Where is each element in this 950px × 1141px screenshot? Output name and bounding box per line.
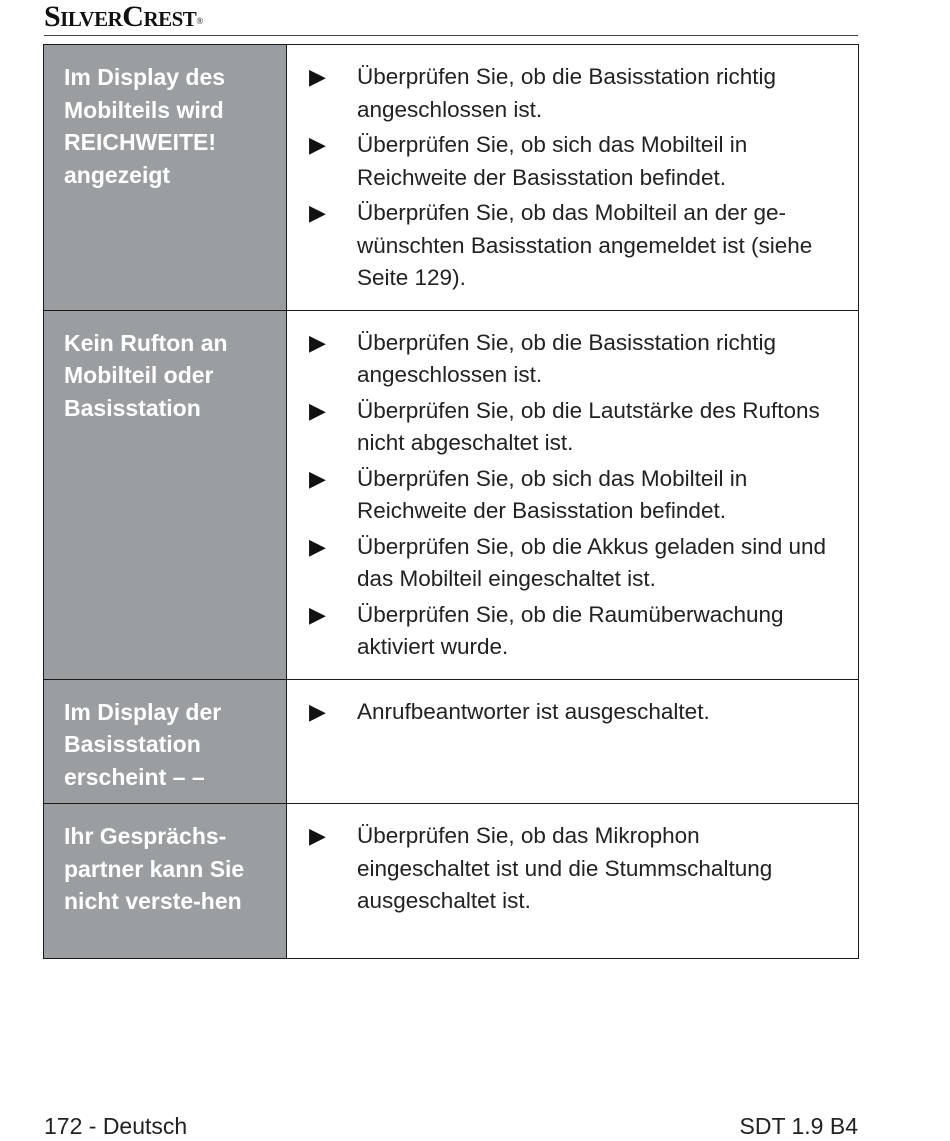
arrow-right-icon: ▶ bbox=[309, 601, 326, 627]
arrow-right-icon: ▶ bbox=[309, 465, 326, 491]
brand-name: SilverCrest bbox=[44, 0, 197, 33]
remedy-step bbox=[309, 197, 836, 295]
arrow-right-icon: ▶ bbox=[309, 132, 326, 157]
arrow-right-icon: ▶ bbox=[309, 329, 326, 355]
arrow-right-icon: ▶ bbox=[309, 823, 326, 848]
remedy-step bbox=[309, 327, 836, 392]
remedy-text: Anrufbeantworter ist ausgeschaltet. bbox=[357, 698, 710, 724]
header-rule bbox=[44, 35, 858, 36]
remedy-text: Überprüfen Sie, ob sich das Mobilteil in Reichweite der Basisstation befindet. bbox=[357, 465, 748, 523]
remedy-text: Überprüfen Sie, ob das Mikrophon eingeschaltet ist und die Stummschaltung ausgeschaltet ist. bbox=[357, 823, 773, 913]
remedy-step bbox=[309, 599, 836, 664]
remedy-text: Überprüfen Sie, ob die Akkus geladen sind und das Mobilteil eingeschaltet ist. bbox=[357, 533, 827, 591]
table-row bbox=[44, 804, 859, 959]
arrow-right-icon: ▶ bbox=[309, 200, 326, 225]
remedy-step bbox=[309, 463, 836, 528]
registered-mark: ® bbox=[196, 16, 203, 26]
arrow-right-icon: ▶ bbox=[309, 698, 326, 724]
remedy-text: Überprüfen Sie, ob die Raumüberwachung aktiviert wurde. bbox=[357, 601, 784, 659]
table-row bbox=[44, 679, 859, 804]
remedy-step bbox=[309, 129, 836, 194]
problem-cell: Ihr Gesprächs-partner kann Sie nicht verste-hen bbox=[44, 804, 287, 959]
remedy-text: Überprüfen Sie, ob sich das Mobilteil in Reichweite der Basisstation befindet. bbox=[357, 132, 748, 190]
remedy-text: Überprüfen Sie, ob das Mobilteil an der ge-wünschten Basisstation angemeldet ist (siehe Seite 129). bbox=[357, 200, 813, 290]
remedy-step bbox=[309, 531, 836, 596]
arrow-right-icon: ▶ bbox=[309, 397, 326, 423]
remedy-cell bbox=[287, 310, 859, 679]
remedy-step bbox=[309, 395, 836, 460]
troubleshooting-table bbox=[43, 44, 859, 959]
remedy-cell bbox=[287, 45, 859, 311]
remedy-text: Überprüfen Sie, ob die Basisstation richtig angeschlossen ist. bbox=[357, 64, 776, 122]
remedy-cell bbox=[287, 804, 859, 959]
problem-cell: Im Display des Mobilteils wird REICHWEITE! angezeigt bbox=[44, 45, 287, 311]
remedy-text: Überprüfen Sie, ob die Lautstärke des Ruftons nicht abgeschaltet ist. bbox=[357, 397, 820, 455]
remedy-text: Überprüfen Sie, ob die Basisstation richtig angeschlossen ist. bbox=[357, 329, 776, 387]
page-number: 172 - Deutsch bbox=[44, 1113, 188, 1139]
remedy-step bbox=[309, 820, 836, 918]
remedy-step bbox=[309, 696, 836, 729]
problem-cell: Im Display der Basisstation erscheint – – bbox=[44, 679, 287, 804]
model-number: SDT 1.9 B4 bbox=[739, 1113, 858, 1139]
table-row bbox=[44, 310, 859, 679]
arrow-right-icon: ▶ bbox=[309, 64, 326, 89]
brand-logo bbox=[44, 2, 203, 32]
remedy-cell bbox=[287, 679, 859, 804]
table-row bbox=[44, 45, 859, 311]
remedy-step bbox=[309, 61, 836, 126]
arrow-right-icon: ▶ bbox=[309, 533, 326, 559]
problem-cell: Kein Rufton an Mobilteil oder Basisstation bbox=[44, 310, 287, 679]
page-header bbox=[44, 0, 858, 36]
